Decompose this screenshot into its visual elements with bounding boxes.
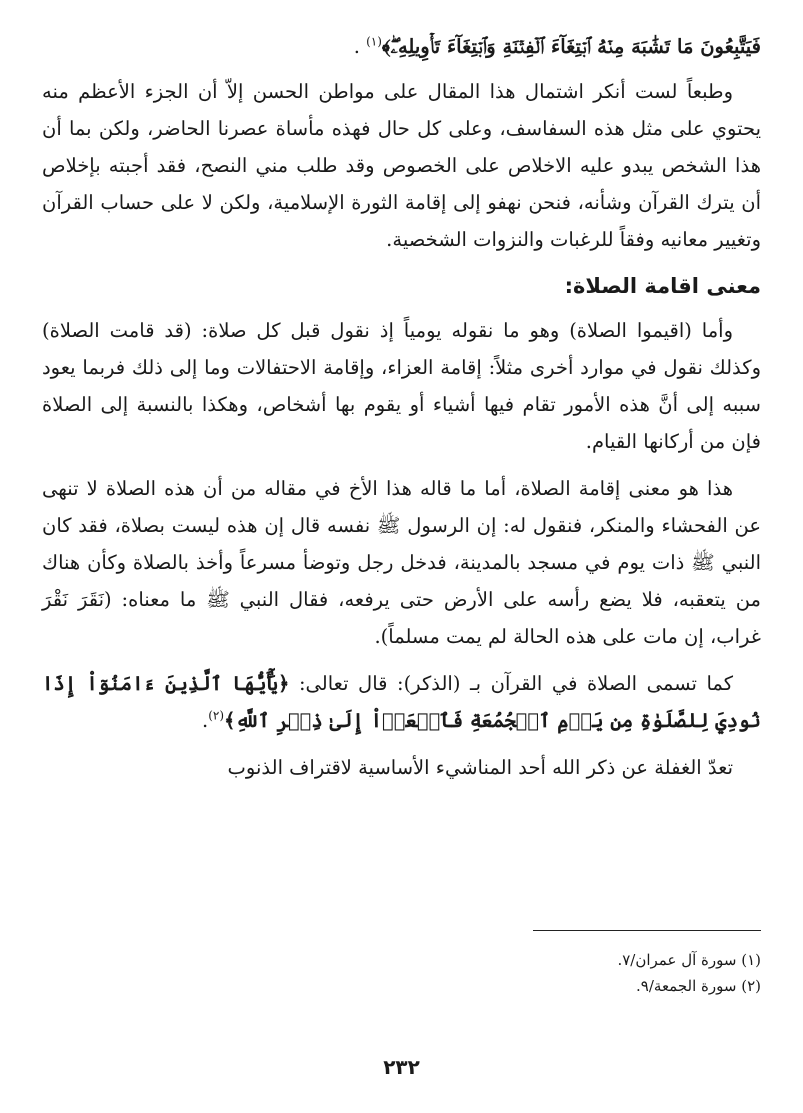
quran-verse-line (42, 28, 761, 65)
footnote-divider (533, 930, 761, 931)
footnote-2: (٢) سورة الجمعة/٩. (636, 977, 761, 995)
paragraph-2: وأما (اقيموا الصلاة) وهو ما نقوله يومياً إذ نقول قبل كل صلاة: (قد قامت الصلاة) وكذلك نقول في موارد أخرى مثلاً: إقامة العزاء، وإقامة الاحتفالات وما إلى ذلك فربما يعود سببه إلى أنَّ هذه الأمور تقام فيها أشياء أو يقوم بها أشخاص، وهكذا بالنسبة إلى الصلاة فإن من أركانها القيام. (42, 319, 761, 453)
line-end: . (353, 35, 367, 58)
footnote-1: (١) سورة آل عمران/٧. (617, 951, 761, 969)
paragraph-4-intro: كما تسمى الصلاة في القرآن بـ (الذكر): قال تعالى: (289, 672, 733, 695)
footnote-mark-1: (١) (366, 34, 382, 49)
footnotes (42, 930, 761, 999)
page-number: ٢٣٢ (383, 1055, 420, 1079)
paragraph-4-end: . (202, 709, 209, 732)
footnote-mark-2: (٢) (208, 708, 225, 723)
paragraph-1: وطبعاً لست أنكر اشتمال هذا المقال على مواطن الحسن إلاّ أن الجزء الأعظم منه يحتوي على مثل هذه السفاسف، وعلى كل حال فهذه مأساة عصرنا الحاضر، ولكن بما أن هذا الشخص يبدو عليه الاخلاص على الخصوص وقد طلب مني النصح، فقد أجبته بإخلاص أن يترك القرآن وشأنه، فنحن نهفو إلى إقامة الثورة الإسلامية، ولكن لا على حساب القرآن وتغيير معانيه وفقاً للرغبات والنزوات الشخصية. (42, 80, 761, 251)
paragraph-4 (42, 665, 761, 739)
section-heading: معنى اقامة الصلاة: (564, 274, 761, 298)
quran-verse-jumuah: ﴿يَٰٓأَيُّهَا ٱلَّذِينَ ءَامَنُوٓاْ إِذَا نُودِيَ لِلصَّلَوٰةِ مِن يَوۡمِ ٱلۡجُمُعَةِ فَٱسۡعَوۡاْ إِلَىٰ ذِكۡرِ ٱللَّهِ﴾ (42, 672, 761, 732)
page-body (42, 28, 761, 786)
paragraph-3: هذا هو معنى إقامة الصلاة، أما ما قاله هذا الأخ في مقاله من أن هذه الصلاة لا تنهى عن الفحشاء والمنكر، فنقول له: إن الرسول ﷺ نفسه قال إن هذه ليست بصلاة، فقد كان النبي ﷺ ذات يوم في مسجد بالمدينة، فدخل رجل وتوضأ مسرعاً وأخذ بالصلاة وكأن هناك من يتعقبه، فلا يضع رأسه على الأرض حتى يرفعه، فقال النبي ﷺ ما معناه: (نَقَرَ نَقْرَ غراب، إن مات على هذه الحالة لم يمت مسلماً). (42, 477, 761, 648)
paragraph-5: تعدّ الغفلة عن ذكر الله أحد المناشيء الأساسية لاقتراف الذنوب (227, 756, 733, 779)
quran-verse-text: فَيَتَّبِعُونَ مَا تَشَٰبَهَ مِنۡهُ ٱبۡتِغَآءَ ٱلۡفِتۡنَةِ وَٱبۡتِغَآءَ تَأۡوِيلِهِۦۖ﴾ (381, 35, 761, 58)
